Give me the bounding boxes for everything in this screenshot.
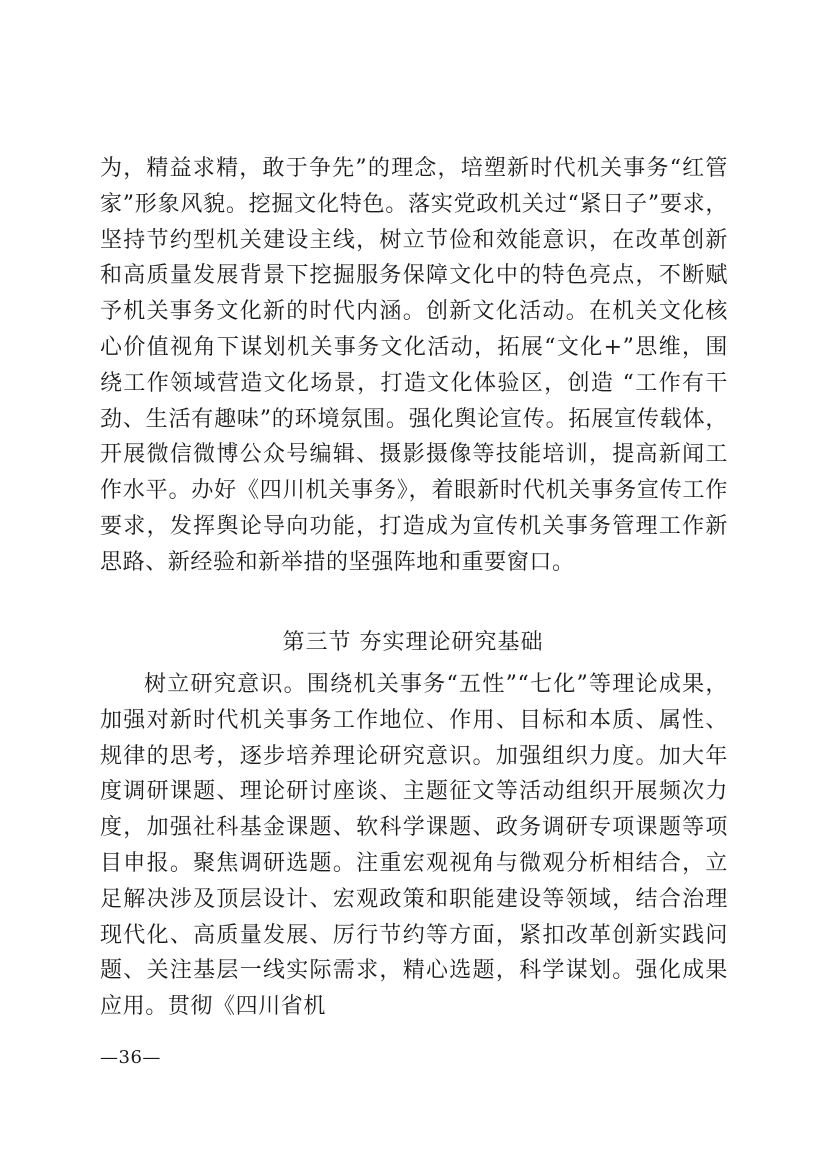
page-number: —36—: [100, 1047, 161, 1068]
body-paragraph-continued: 为，精益求精，敢于争先”的理念，培塑新时代机关事务“红管家”形象风貌。挖掘文化特色。落实党政机关过“紧日子”要求，坚持节约型机关建设主线，树立节俭和效能意识，在改革创新和高质量发展背景下挖掘服务保障文化中的特色亮点，不断赋予机关事务文化新的时代内涵。创新文化活动。在机关文化核心价值视角下谋划机关事务文化活动，拓展“文化+”思维，围绕工作领域营造文化场景，打造文化体验区，创造 “工作有干劲、生活有趣味”的环境氛围。强化舆论宣传。拓展宣传载体，开展微信微博公众号编辑、摄影摄像等技能培训，提高新闻工作水平。办好《四川机关事务》，着眼新时代机关事务宣传工作要求，发挥舆论导向功能，打造成为宣传机关事务管理工作新思路、新经验和新举措的坚强阵地和重要窗口。: [100, 156, 728, 575]
body-paragraph: 树立研究意识。围绕机关事务“五性”“七化”等理论成果，加强对新时代机关事务工作地位、作用、目标和本质、属性、规律的思考，逐步培养理论研究意识。加强组织力度。加大年度调研课题、理论研讨座谈、主题征文等活动组织开展频次力度，加强社科基金课题、软科学课题、政务调研专项课题等项目申报。聚焦调研选题。注重宏观视角与微观分析相结合，立足解决涉及顶层设计、宏观政策和职能建设等领域，结合治理现代化、高质量发展、厉行节约等方面，紧扣改革创新实践问题、关注基层一线实际需求，精心选题，科学谋划。强化成果应用。贯彻《四川省机: [100, 672, 728, 1020]
section-heading: 第三节 夯实理论研究基础: [282, 630, 544, 655]
